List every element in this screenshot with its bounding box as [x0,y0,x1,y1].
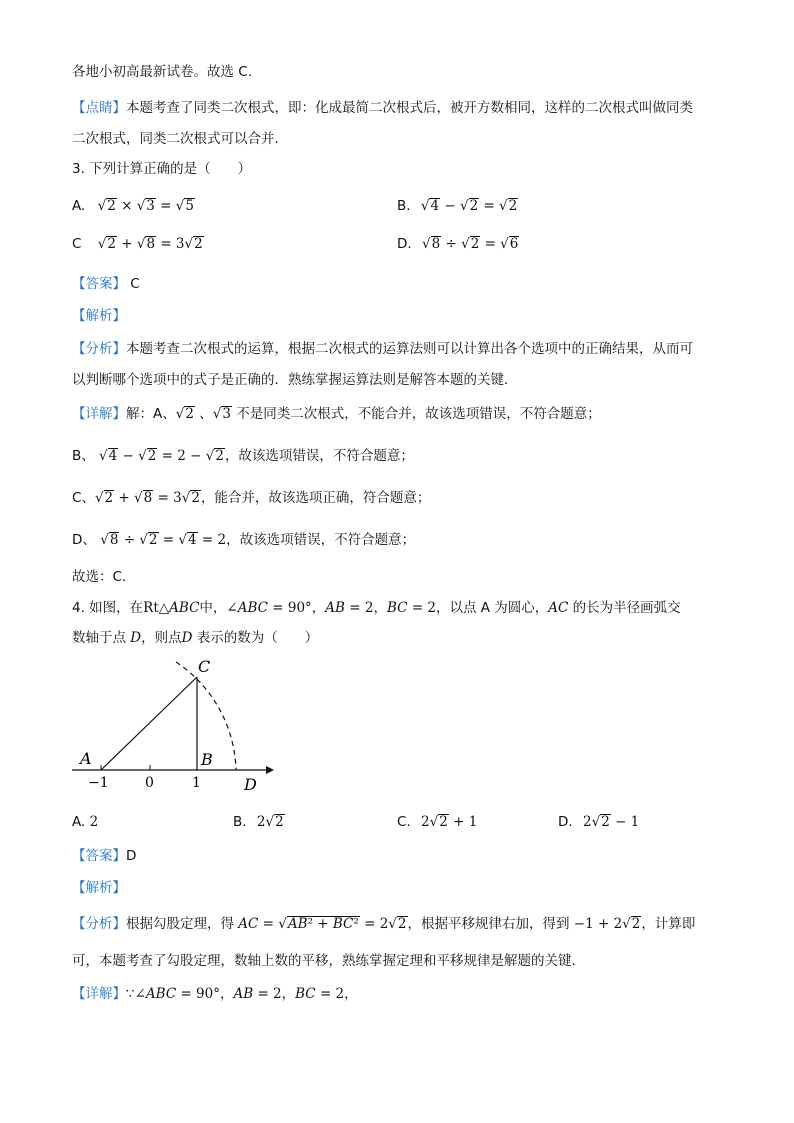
label-a: A [80,749,92,768]
text-span: ，根据平移规律右加，得到 [407,916,570,932]
answer-3 [72,274,140,294]
text-span: ，故该选项错误，不符合题意； [224,448,414,464]
option-value: 2 [89,814,99,830]
tag-answer: 【答案】 [72,276,126,292]
text-span: 根据勾股定理，得 [126,916,234,932]
label-c: C [198,657,211,676]
question-4: 4. 如图，在Rt△ABC中，∠ABC = 90°，AB = 2，BC = 2，以点 A 为圆心，AC 的长为半径画弧交 [72,600,681,616]
q3-option-b: B. √4 − √2 = √2 [397,198,518,214]
option-label: A. [72,814,86,830]
fenxi-3 [72,339,693,359]
text-span: 本题考查了同类二次根式，即：化成最简二次根式后，被开方数相同，这样的二次根式叫做同类 [126,100,693,116]
text-span: 表示的数为（ ） [196,630,319,646]
q3-option-a: A. √2 × √3 = √5 [72,198,194,214]
fenxi-4: 【分析】根据勾股定理，得 AC = √AB² + BC² = 2√2，根据平移规律右加，得到 −1 + 2√2，计算即 [72,916,696,932]
text-span: ，故该选项错误，不符合题意； [226,532,416,548]
q4-option-a [72,812,98,832]
text-line: 可，本题考查了勾股定理，数轴上数的平移，熟练掌握定理和平移规律是解题的关键． [72,953,585,969]
text-line: 各地小初高最新试卷。故选 C. [72,64,253,80]
tag-jiexi: 【解析】 [72,880,126,896]
option-label: B. [233,814,247,830]
q4-option-c: C. 2√2 + 1 [397,814,478,830]
tag-answer: 【答案】 [72,848,126,864]
question-4-b: 数轴于点 D，则点D 表示的数为（ ） [72,630,319,646]
xiangjie-4: 【详解】∵∠ABC = 90°，AB = 2，BC = 2， [72,986,358,1002]
tick-label: 1 [192,775,201,791]
text-span: 不是同类二次根式，不能合并，故该选项错误，不符合题意； [236,406,601,422]
tick-label: −1 [88,775,109,791]
option-label: B. [397,198,411,214]
tag-jiexi: 【解析】 [72,308,126,324]
answer-value: D [126,848,137,864]
answer-value: C [130,276,140,292]
tag-xiangjie: 【详解】 [72,986,126,1002]
jiexi-3 [72,306,126,326]
question-3: 3. 下列计算正确的是（ ） [72,161,252,177]
text-line: 二次根式，同类二次根式可以合并. [72,131,279,147]
jiexi-4 [72,878,126,898]
option-label: D. [397,236,412,252]
text-line: 以判断哪个选项中的式子是正确的．熟练掌握运算法则是解答本题的关键． [72,372,518,388]
axis-arrow [266,766,274,774]
q4-option-b: B. 2√2 [233,814,284,830]
xiangjie-3-a: 【详解】解：A、√2 、√3 不是同类二次根式，不能合并，故该选项错误，不符合题意； [72,406,601,422]
option-label: C. [397,814,411,830]
answer-4 [72,846,136,866]
option-label: C [72,236,82,252]
tick-label: 0 [145,775,154,791]
xiangjie-3-d: D、 √8 ÷ √2 = √4 = 2，故该选项错误，不符合题意； [72,532,416,548]
tag-dianjing: 【点睛】 [72,100,126,116]
text-span: ，以点 A 为圆心， [435,600,549,616]
segment-ac [101,677,197,770]
q4-option-d: D. 2√2 − 1 [558,814,640,830]
text-span: C、 [72,490,95,506]
text-span: ∵ [126,986,135,1002]
text-span: D、 [72,532,96,548]
text-span: 4. 如图，在 [72,600,144,616]
text-line: 故选：C． [72,569,136,585]
text-span: ，能合并，故该选项正确，符合题意； [200,490,431,506]
xiangjie-3-b: B、 √4 − √2 = 2 − √2，故该选项错误，不符合题意； [72,448,414,464]
xiangjie-3-c: C、√2 + √8 = 3√2，能合并，故该选项正确，符合题意； [72,490,431,506]
text-span: 中， [199,600,227,616]
text-span: 数轴于点 [72,630,126,646]
text-span: B、 [72,448,95,464]
text-span: 解：A、 [126,406,176,422]
option-label: A. [72,198,86,214]
tag-fenxi: 【分析】 [72,341,126,357]
text-span: 本题考查二次根式的运算，根据二次根式的运算法则可以计算出各个选项中的正确结果，从而可 [126,341,693,357]
q3-option-c: C √2 + √8 = 3√2 [72,236,203,252]
option-label: D. [558,814,573,830]
tag-fenxi: 【分析】 [72,916,126,932]
label-b: B [201,750,213,769]
q3-option-d: D. √8 ÷ √2 = √6 [397,236,519,252]
number-line-figure [66,652,286,797]
text-span: 的长为半径画弧交 [572,600,681,616]
label-d: D [244,775,257,794]
text-span: ，则点 [141,630,182,646]
text-span: ，计算即 [641,916,696,932]
tag-xiangjie: 【详解】 [72,406,126,422]
text-line [72,98,693,118]
